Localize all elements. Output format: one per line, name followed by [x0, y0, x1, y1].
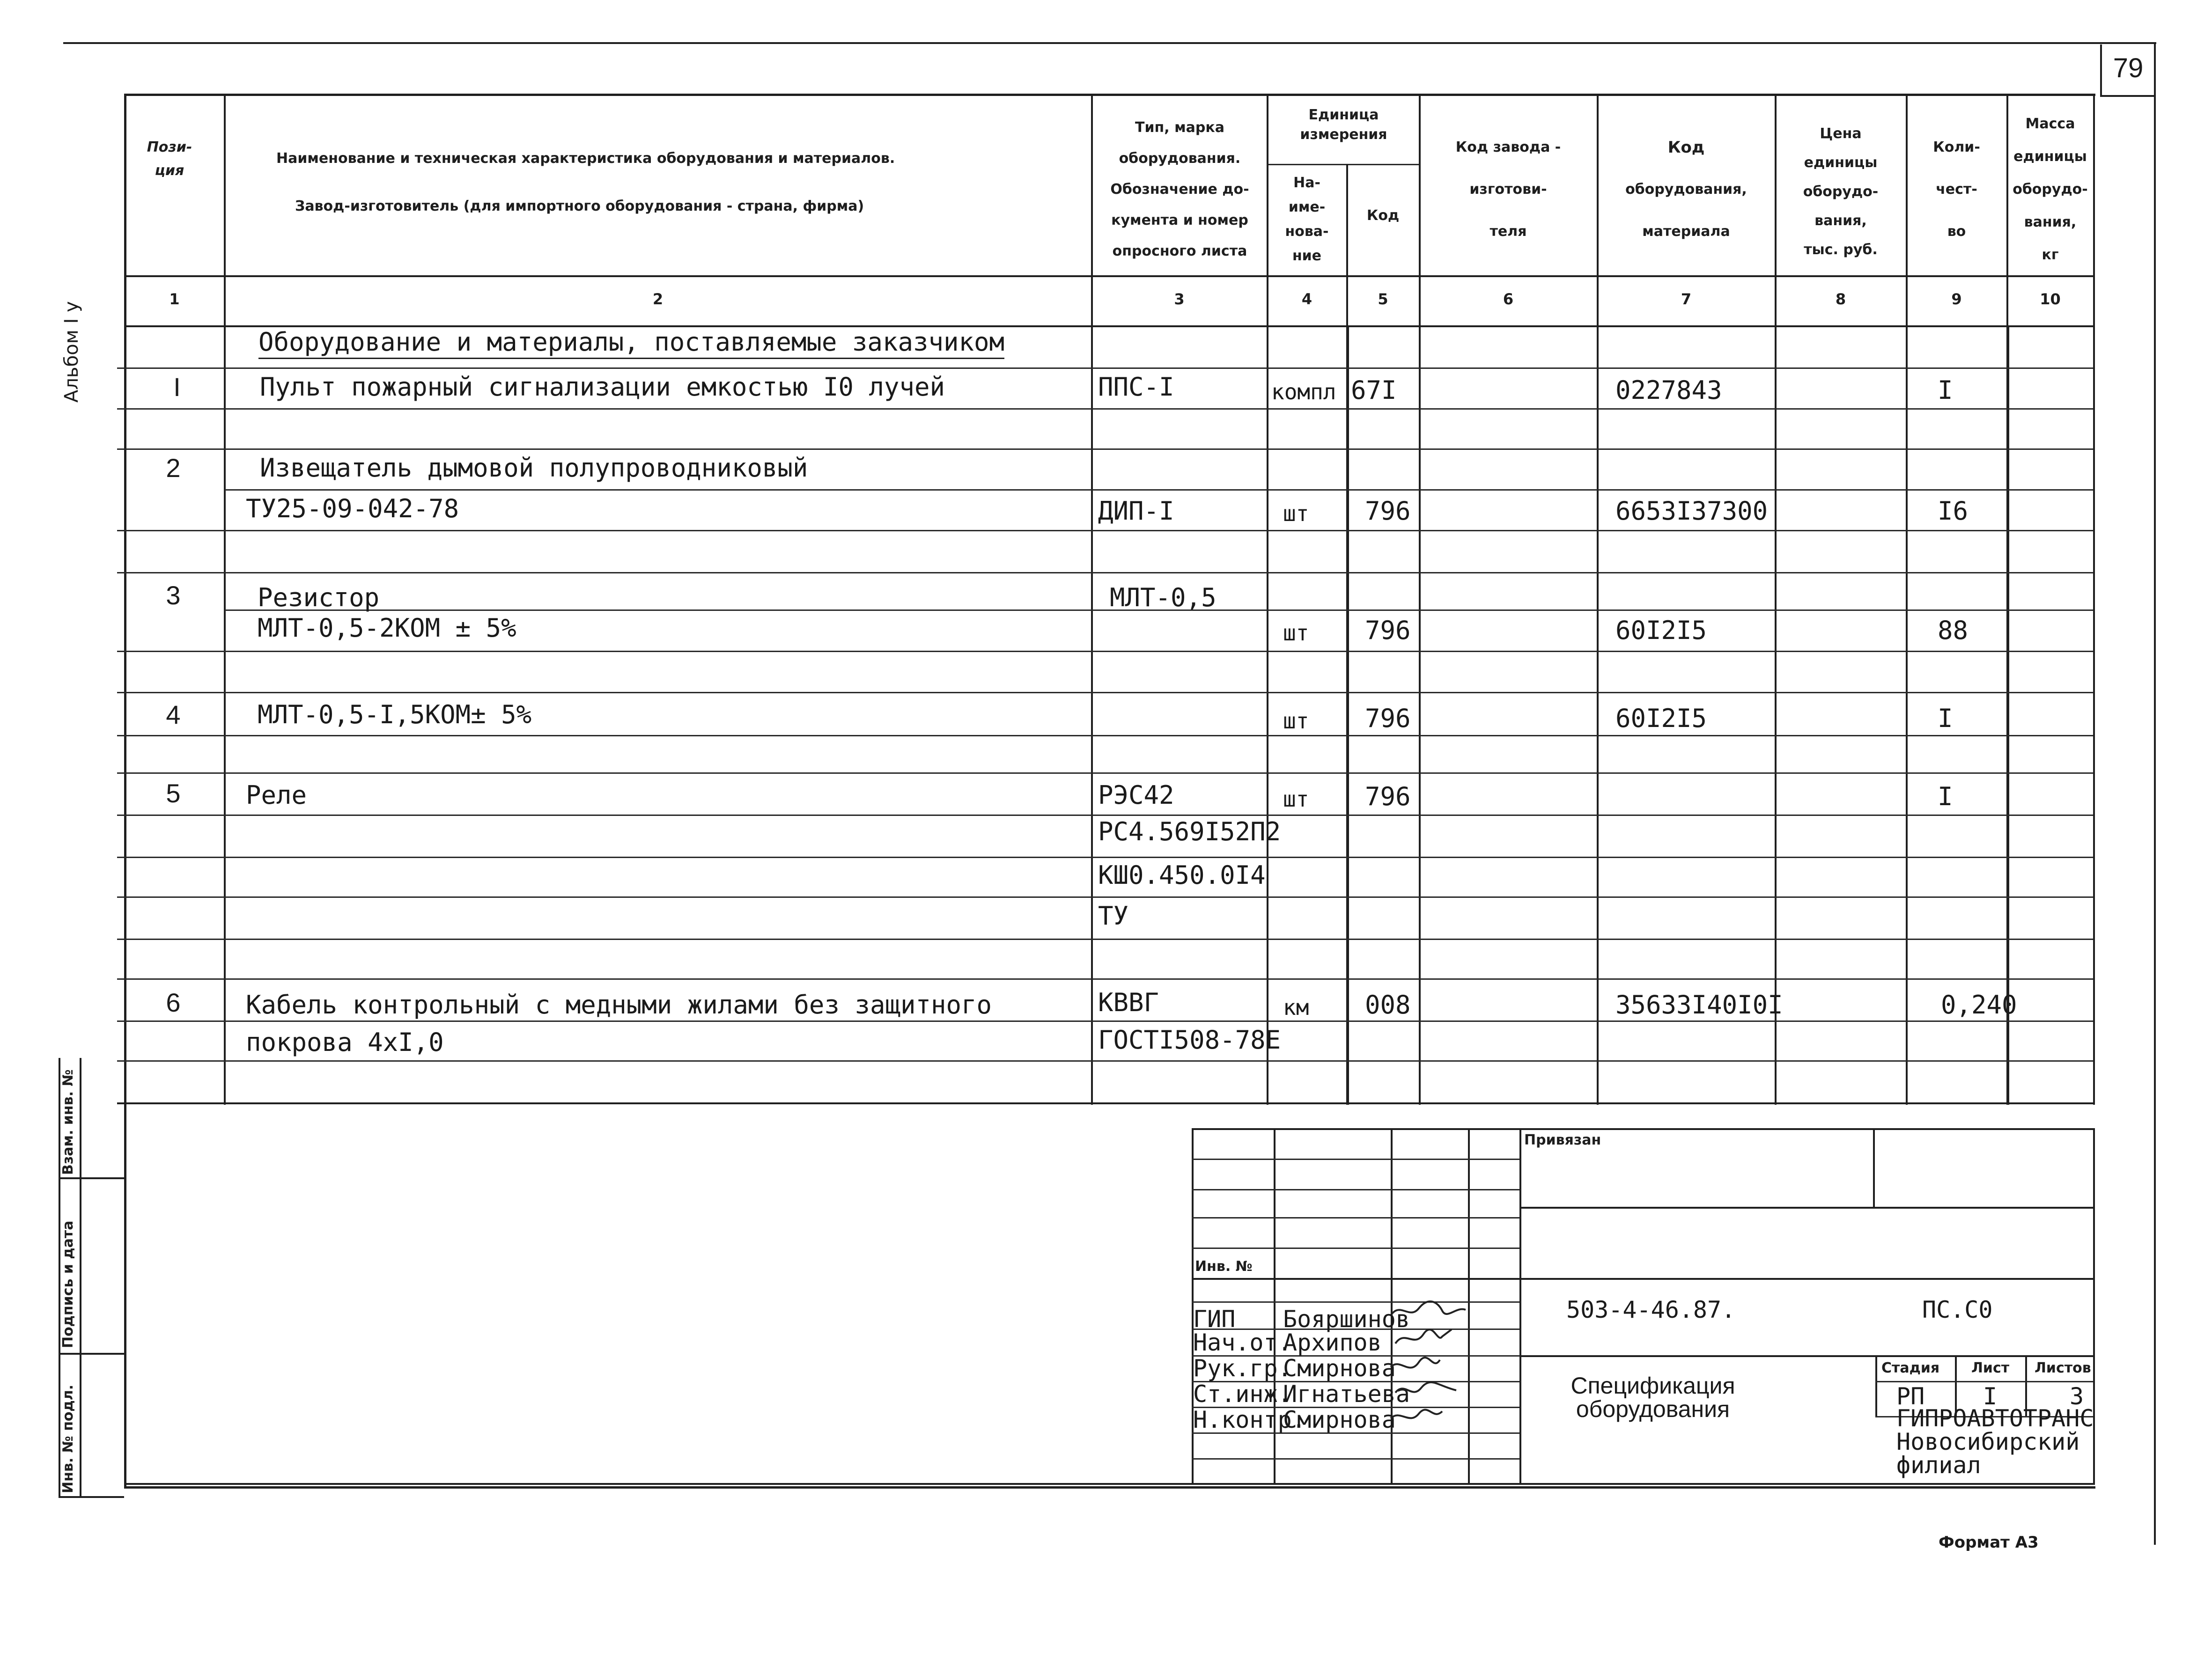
- row-2b-unit: шт: [1283, 501, 1309, 526]
- tb-name-0: Бояршинов: [1283, 1306, 1410, 1333]
- tb-sheets-label: Листов: [2035, 1360, 2091, 1376]
- hdr-price-l3: оборудо-: [1803, 184, 1879, 200]
- tb-name-3: Игнатьева: [1283, 1380, 1410, 1408]
- colnum-4: 4: [1301, 290, 1312, 308]
- row-1-matcode: 0227843: [1615, 375, 1722, 405]
- hdr-pos: Пози- ция: [147, 139, 192, 179]
- tb-org-l2: Новосибирский: [1896, 1428, 2080, 1455]
- row-1-name: Пульт пожарный сигнализации емкостью I0 лучей: [260, 372, 945, 402]
- hdr-price: [1776, 119, 1906, 264]
- row-4-qty: I: [1938, 704, 1953, 733]
- tb-privyazan: Привязан: [1524, 1132, 1601, 1148]
- header-bottom-rule: [124, 275, 2093, 277]
- hdr-name-line2: Завод-изготовитель (для импортного оборудования - страна, фирма): [295, 198, 864, 214]
- hdr-name-line1: Наименование и техническая характеристика оборудования и материалов.: [276, 150, 895, 167]
- row-rule: [225, 489, 2093, 491]
- hdr-price-l1: Цена: [1820, 125, 1862, 142]
- row-rule: [117, 448, 2093, 450]
- units-split-rule: [1267, 164, 1419, 165]
- signature-1: [1391, 1301, 1466, 1315]
- row-5-unit: шт: [1283, 786, 1309, 812]
- tb-h: [1192, 1248, 1519, 1249]
- table-end-rule: [117, 1102, 2093, 1104]
- hdr-mat-code-l2: оборудования,: [1625, 181, 1747, 198]
- hdr-unit-code: Код: [1366, 207, 1400, 224]
- row-2b-code: 796: [1365, 496, 1411, 526]
- tb-org-l3: филиал: [1896, 1452, 1981, 1479]
- tb-h: [1192, 1189, 1519, 1190]
- row-6-type: КВВГ: [1098, 988, 1159, 1017]
- side-stamp-inner2: [80, 1058, 81, 1498]
- hdr-unit-name: [1268, 171, 1346, 268]
- tb-role-1: Нач.от.: [1193, 1329, 1292, 1356]
- row-3-name: Резистор: [258, 583, 380, 612]
- hdr-qty-l2: чест-: [1936, 181, 1977, 198]
- tb-role-3: Ст.инж.: [1193, 1380, 1292, 1408]
- hdr-unit-name-l1: На-: [1293, 175, 1320, 191]
- row-rule: [117, 772, 2093, 774]
- row-rule: [117, 1060, 2093, 1062]
- colnum-7: 7: [1681, 290, 1692, 308]
- tb-h-wide3: [1519, 1355, 2093, 1357]
- hdr-qty-l3: во: [1947, 223, 1966, 240]
- row-5-pos: 5: [166, 778, 181, 808]
- row-2-pos: 2: [166, 453, 181, 483]
- row-rule: [117, 692, 2093, 693]
- hdr-mat-code-l3: материала: [1642, 223, 1730, 240]
- col-rule-1: [224, 94, 226, 1105]
- row-rule: [117, 367, 2093, 369]
- tb-name-1: Архипов: [1283, 1329, 1382, 1356]
- hdr-mat-code: [1598, 126, 1775, 253]
- signature-5: [1391, 1409, 1442, 1418]
- row-1-unit: компл: [1271, 379, 1336, 404]
- tb-org-l1: ГИПРОАВТОТРАНС: [1896, 1405, 2094, 1432]
- hdr-mass-l1: Масса: [2025, 116, 2075, 132]
- tb-role-4: Н.контр.: [1193, 1406, 1306, 1433]
- hdr-factory-code-l1: Код завода -: [1455, 139, 1561, 155]
- page-top-rule: [63, 42, 2156, 44]
- page-right-rule: [2154, 42, 2156, 1545]
- tb-role-2: Рук.гр.: [1193, 1355, 1292, 1382]
- row-5c-type: КШ0.450.0I4: [1098, 860, 1266, 890]
- tb-h: [1192, 1458, 1519, 1460]
- colnum-9: 9: [1951, 290, 1962, 308]
- colnum-8: 8: [1835, 290, 1846, 308]
- hdr-price-l2: единицы: [1804, 154, 1878, 171]
- row-5-name: Реле: [246, 780, 307, 810]
- colnum-3: 3: [1174, 290, 1185, 308]
- hdr-qty: [1907, 126, 2006, 253]
- hdr-price-l4: вания,: [1814, 213, 1867, 229]
- row-5-code: 796: [1365, 782, 1411, 811]
- tb-sheet-label: Лист: [1971, 1360, 2010, 1376]
- row-rule: [117, 857, 2093, 858]
- colnum-2: 2: [652, 290, 664, 308]
- hdr-unit-name-l4: ние: [1292, 248, 1322, 264]
- row-rule: [117, 651, 2093, 652]
- tb-name-4: Смирнова: [1283, 1406, 1396, 1433]
- row-3b-matcode: 60I2I5: [1615, 616, 1707, 645]
- hdr-price-l5: тыс. руб.: [1804, 242, 1878, 258]
- tb-doc-title-l1: Спецификация: [1571, 1373, 1735, 1399]
- row-2b-name: ТУ25-09-042-78: [246, 494, 459, 523]
- hdr-type-l3: Обозначение до-: [1110, 181, 1249, 198]
- row-2b-type: ДИП-I: [1098, 496, 1174, 526]
- row-3-type: МЛТ-0,5: [1110, 583, 1217, 612]
- row-rule: [117, 530, 2093, 531]
- row-rule: [117, 815, 2093, 816]
- tb-v5: [1873, 1128, 1875, 1208]
- row-6b-name: покрова 4хI,0: [246, 1028, 444, 1057]
- row-6-name: Кабель контрольный с медными жилами без защитного: [246, 990, 992, 1020]
- tb-name-2: Смирнова: [1283, 1355, 1396, 1382]
- row-5b-type: РС4.569I52П2: [1098, 817, 1281, 846]
- hdr-mass-l4: вания,: [2024, 214, 2077, 230]
- album-label: Альбом I у: [61, 301, 82, 403]
- tb-h: [1192, 1217, 1519, 1219]
- row-6-matcode: 35633I40I0I: [1615, 990, 1783, 1020]
- row-5-qty: I: [1938, 782, 1953, 811]
- tb-v4: [1519, 1128, 1521, 1485]
- row-3b-code: 796: [1365, 616, 1411, 645]
- hdr-mass-l3: оборудо-: [2013, 181, 2088, 198]
- side-inv-orig: Инв. № подл.: [60, 1384, 76, 1493]
- hdr-mat-code-l1: Код: [1667, 138, 1705, 157]
- hdr-units-l2: измерения: [1300, 126, 1387, 143]
- side-stamp-rule1: [59, 1177, 124, 1179]
- row-5-type: РЭС42: [1098, 780, 1174, 810]
- col-rule-10: [2093, 94, 2095, 1105]
- tb-role-0: ГИП: [1193, 1306, 1236, 1333]
- signature-4: [1395, 1382, 1456, 1393]
- side-replace-inv: Взам. инв. №: [60, 1069, 76, 1175]
- tb-doc-mark: ПС.С0: [1922, 1296, 1993, 1323]
- tb-h-wide2: [1192, 1278, 2093, 1280]
- tb-inv-no: Инв. №: [1195, 1258, 1253, 1275]
- hdr-units-l1: Единица: [1308, 107, 1379, 123]
- row-6-unit: км: [1283, 995, 1309, 1020]
- row-4-pos: 4: [166, 700, 181, 729]
- hdr-unit-name-l3: нова-: [1285, 223, 1329, 240]
- hdr-mass-l2: единицы: [2013, 148, 2087, 165]
- colnum-6: 6: [1503, 290, 1514, 308]
- signature-3: [1391, 1358, 1440, 1368]
- tb-h: [1192, 1159, 1519, 1160]
- hdr-unit-name-l2: име-: [1288, 199, 1326, 215]
- format-label: Формат А3: [1939, 1533, 2039, 1552]
- row-rule: [117, 939, 2093, 940]
- hdr-qty-l1: Коли-: [1933, 139, 1980, 155]
- signature-2: [1395, 1329, 1452, 1343]
- tb-sheet: I: [1983, 1383, 1998, 1410]
- row-3b-name: МЛТ-0,5-2КОМ ± 5%: [258, 613, 516, 643]
- hdr-mass: [2007, 108, 2093, 272]
- row-rule: [117, 408, 2093, 410]
- row-1-pos: I: [173, 372, 181, 402]
- row-4-matcode: 60I2I5: [1615, 704, 1707, 733]
- row-6b-type: ГОСТI508-78Е: [1098, 1025, 1281, 1055]
- row-1-qty: I: [1938, 375, 1953, 405]
- grid-right-thick: [2006, 325, 2009, 1105]
- row-1-code: 67I: [1351, 375, 1397, 405]
- row-3b-unit: шт: [1283, 620, 1309, 646]
- row-2b-matcode: 6653I37300: [1615, 496, 1768, 526]
- tb-doc-code: 503-4-46.87.: [1566, 1296, 1736, 1323]
- row-6-qty: 0,240: [1941, 990, 2017, 1020]
- row-rule: [117, 978, 2093, 980]
- tb-stage-label: Стадия: [1881, 1360, 1940, 1376]
- row-5d-type: ТУ: [1098, 901, 1129, 931]
- section-title: Оборудование и материалы, поставляемые заказчиком: [258, 328, 1004, 359]
- row-1-type: ППС-I: [1098, 372, 1174, 402]
- hdr-type-l1: Тип, марка: [1135, 119, 1224, 136]
- row-rule: [117, 896, 2093, 898]
- hdr-mass-l5: кг: [2042, 247, 2059, 263]
- hdr-units: [1268, 105, 1420, 145]
- row-4-name: МЛТ-0,5-I,5КОМ± 5%: [258, 700, 532, 729]
- row-2-name: Извещатель дымовой полупроводниковый: [260, 453, 808, 483]
- hdr-type: [1092, 112, 1268, 267]
- tb-sheets: 3: [2070, 1383, 2084, 1410]
- tb-doc-title-l2: оборудования: [1576, 1396, 1730, 1422]
- tb-stage-h: [1875, 1381, 2093, 1382]
- row-6-pos: 6: [166, 988, 181, 1017]
- colnum-10: 10: [2040, 290, 2061, 308]
- tb-org: [1896, 1407, 2094, 1477]
- row-rule: [117, 735, 2093, 736]
- hdr-type-l4: кумента и номер: [1111, 212, 1248, 228]
- page-number: 79: [2113, 53, 2144, 83]
- row-4-code: 796: [1365, 704, 1411, 733]
- tb-top: [1192, 1128, 2093, 1130]
- hdr-factory-code: [1420, 126, 1597, 253]
- colnum-1: 1: [169, 290, 180, 308]
- tb-stage-div: [1875, 1355, 1877, 1416]
- row-2b-qty: I6: [1938, 496, 1969, 526]
- row-rule: [117, 572, 2093, 573]
- tb-doc-title: [1536, 1374, 1770, 1421]
- row-6-code: 008: [1365, 990, 1411, 1020]
- hdr-type-l5: опросного листа: [1112, 243, 1247, 259]
- tb-stage: РП: [1896, 1383, 1925, 1410]
- tb-h-wide: [1519, 1207, 2093, 1209]
- side-signature-date: Подпись и дата: [60, 1220, 76, 1348]
- hdr-factory-code-l2: изготови-: [1469, 181, 1547, 198]
- row-3-pos: 3: [166, 580, 181, 610]
- side-stamp-rule2: [59, 1353, 124, 1355]
- tb-v1: [1274, 1128, 1276, 1315]
- row-rule: [117, 1020, 2093, 1022]
- tb-v2: [1391, 1128, 1393, 1315]
- grid-left-thick: [1346, 325, 1349, 1105]
- row-4-unit: шт: [1283, 708, 1309, 734]
- signature-scribbles: [1386, 1297, 1508, 1437]
- hdr-type-l2: оборудования.: [1119, 150, 1241, 167]
- hdr-factory-code-l3: теля: [1489, 223, 1527, 240]
- colnum-5: 5: [1378, 290, 1388, 308]
- row-3b-qty: 88: [1938, 616, 1969, 645]
- tb-bottom: [124, 1483, 2093, 1485]
- side-stamp-rule3: [59, 1496, 124, 1498]
